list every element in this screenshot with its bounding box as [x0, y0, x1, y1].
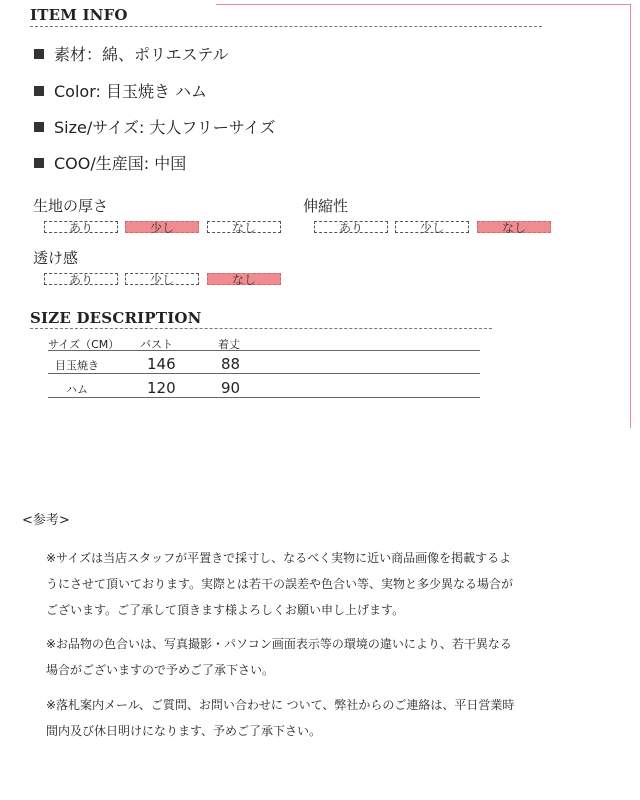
- sheerness-option-nashi: なし: [207, 273, 281, 285]
- row-bust-value: 120: [147, 379, 176, 397]
- spec-country: COO/生産国: 中国: [34, 151, 186, 174]
- item-info-heading: ITEM INFO: [30, 6, 128, 24]
- table-header-rule: [48, 350, 480, 351]
- size-description-heading: SIZE DESCRIPTION: [30, 309, 202, 327]
- spec-size: Size/サイズ: 大人フリーサイズ: [34, 115, 276, 138]
- size-description-divider: [30, 328, 492, 329]
- sheerness-option-sukoshi: 少し: [125, 273, 199, 285]
- spec-material: 素材：綿、ポリエステル: [34, 42, 229, 65]
- bust-column-header: バスト: [140, 338, 173, 351]
- stretch-label: 伸縮性: [303, 197, 349, 215]
- stretch-option-sukoshi: 少し: [395, 221, 469, 233]
- stretch-option-nashi: なし: [477, 221, 551, 233]
- row-bust-value: 146: [147, 355, 176, 373]
- length-column-header: 着丈: [218, 338, 240, 351]
- thickness-option-ari: あり: [44, 221, 118, 233]
- frame-line-top: [216, 4, 630, 5]
- bullet-icon: [34, 86, 44, 96]
- bullet-icon: [34, 49, 44, 59]
- thickness-option-nashi: なし: [207, 221, 281, 233]
- thickness-label: 生地の厚さ: [33, 197, 109, 215]
- item-info-divider: [30, 26, 542, 27]
- frame-line-right: [630, 4, 631, 428]
- stretch-option-ari: あり: [314, 221, 388, 233]
- size-column-header: サイズ（CM）: [48, 338, 120, 351]
- row-rule: [48, 373, 480, 374]
- note-color-difference: ※お品物の色合いは、写真撮影・パソコン画面表示等の環境の違いにより、若干異なる 場合がございますので予めご了承下さい。: [46, 637, 512, 677]
- row-size-name: 目玉焼き: [55, 359, 99, 372]
- reference-heading: <参考>: [22, 513, 70, 528]
- thickness-option-sukoshi: 少し: [125, 221, 199, 233]
- bullet-icon: [34, 122, 44, 132]
- sheerness-label: 透け感: [33, 249, 79, 267]
- row-rule: [48, 397, 480, 398]
- note-size-measurement: ※サイズは当店スタッフが平置きで採寸し、なるべく実物に近い商品画像を掲載するよ うにさせて頂いております。実際とは若干の誤差や色合い等、実物と多少異なる場合が ございます。ご了承して頂きます様よろしくお願い申し上げます。: [46, 551, 514, 617]
- row-length-value: 88: [221, 355, 241, 373]
- row-length-value: 90: [221, 379, 241, 397]
- bullet-icon: [34, 158, 44, 168]
- sheerness-option-ari: あり: [44, 273, 118, 285]
- note-contact-hours: ※落札案内メール、ご質問、お問い合わせに ついて、弊社からのご連絡は、平日営業時 間内及び休日明けになります、予めご了承下さい。: [46, 698, 515, 738]
- row-size-name: ハム: [66, 383, 88, 396]
- spec-color: Color: 目玉焼き ハム: [34, 79, 207, 102]
